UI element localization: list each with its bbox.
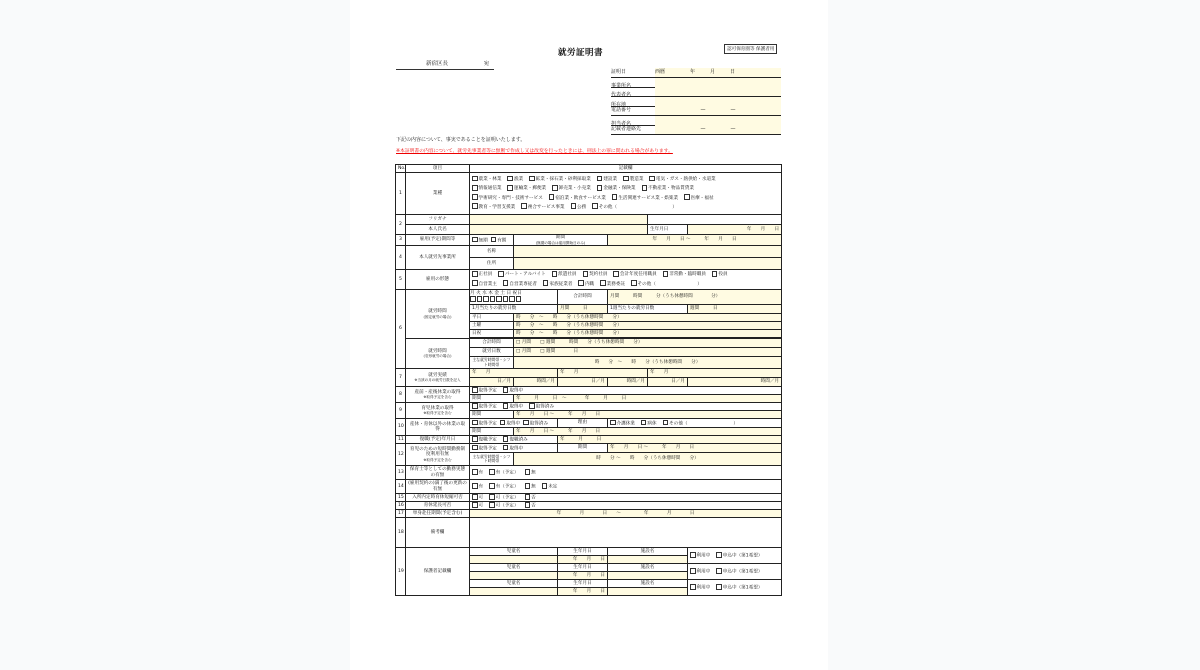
row-guardian-child-3: 児童名 生年月日 施設名 利用中 申込中（第1希望） [396,580,782,588]
address-row: 所在地 [611,97,781,107]
row-leave-extension: 16 育休延長可否 可 可（予定） 否 [396,502,782,510]
form-type-badge: 認可保育園等 保護者用 [724,44,777,54]
writer-contact-row: 記載者連絡先 — — [611,125,781,135]
row-employment-type: 5 雇用の形態 正社員 パート・アルバイト 派遣社員 契約社員 会計年度任用職員 非常勤・臨時職員 役員 自営業主 自営業専従者 家族従業者 内職 業務委託 その他（ ） [396,270,782,290]
row-childcare-leave: 9 育児休業の取得 ※取得予定を含む 取得予定 取得中 取得済み [396,403,782,411]
office-name-row: 事業所名 [611,78,781,88]
representative-row: 代表者名 [611,87,781,97]
person-in-charge-row: 担当者名 [611,116,781,126]
row-name: 本人氏名 生年月日 年 月 日 [396,225,782,235]
row-workplace-address: 住所 [396,258,782,270]
document-page [350,0,828,670]
addressee-suffix: 宛 [484,61,490,67]
row-workplace-name: 4 本人就労先事業所 名称 [396,246,782,258]
row-contract-renewal: 14 (雇用契約の)満了後の更新の有無 有 有（予定） 無 未定 [396,480,782,494]
row-solo-assignment: 17 単身赴任期間(予定含む) 年 月 日 〜 年 月 日 [396,510,782,518]
row-maternity-leave: 8 産前・産後休業の取得 ※取得予定を含む 取得予定 取得中 [396,387,782,395]
legal-warning: ※本証明書の内容について、就労先事業者等に無断で作成し又は改変を行ったときには、刑法上の罪に問われる場合があります。 [396,149,673,154]
row-furigana: 2 フリガナ [396,215,782,225]
document-title: 就労証明書 [558,48,604,58]
row-guardian-child-1: 19 保護者記載欄 児童名 生年月日 施設名 利用中 申込中（第1希望） [396,548,782,556]
row-fixed-hours-days: 6 就労時間 (固定就労の場合) 月 火 水 木 金 土 日 祝日 合計時間 月間 時間 分（うち休憩時間 分） [396,290,782,305]
workplace-name-input[interactable] [514,246,782,258]
col-header-entry: 記載欄 [470,165,782,173]
row-remarks: 18 備考欄 [396,518,782,548]
row-other-leave: 10 産休・育休以外の休業の取得 取得予定 取得中 取得済み 理由 介護休業 病休 その他（ ） [396,419,782,428]
addressee-underline [396,69,494,70]
row-nursery-staff: 13 保育士等としての勤務実態の有無 有 有（予定） 無 [396,466,782,480]
employment-period-input[interactable]: 年 月 日 〜 年 月 日 [608,235,782,246]
certify-date-row: 証明日 西暦 年 月 日 [611,68,781,78]
name-input[interactable] [470,225,648,235]
industry-options[interactable]: 農業・林業 漁業 鉱業・採石業・砂利採取業 建設業 製造業 電気・ガス・熱供給・水道業 情報通信業 運輸業・郵便業 卸売業・小売業 金融業・保険業 不動産業・物品賃貸業 学術研究・専門・技術サービス 宿泊業・飲食サービス業 生活関連サービス業・娯楽業 医療・福祉 教育・学習支援業 複合サービス事業 公務 その他（ ） [470,173,782,215]
row-employment-period: 3 雇用(予定)期間等 無期 有期 期間 (無期の場合は雇用開始日のみ) 年 月 日 〜 年 月 日 [396,235,782,246]
row-return-date: 11 復職(予定)年月日 復職予定 復職済み 年 月 日 [396,436,782,444]
row-short-hours: 12 育児のための短時間勤務制度利用有無 ※取得予定を含む 取得予定 取得中 期間 年 月 日 〜 年 月 日 [396,444,782,453]
employment-form-table: No. 項目 記載欄 1 業種 農業・林業 漁業 鉱業・採石業・砂利採取業 建設業 製造業 電気・ガス・熱供給・水道業 情報通信業 運輸業・郵便業 卸売業・小売業 金融業・保険業 不動産業・物品賃貸業 学術研究・専門・技術サービス 宿泊業・飲食サービス業 生活関連サービス業・娯楽業 医療・福祉 教育・学習支援業 複合サービス事業 公務 その他（ ） 2 フリガナ 本人氏名 生年月日 年 月 日 3 雇用(予定)期間等 無期 有期 期間 (無期の場合は雇用開始日のみ) 年 月 日 〜 年 月 日 4 本人就労先事業所 名称 住所 5 雇用の形態 正社員 パート・アルバイト 派遣社員 契約社員 会計年度任用職員 非常勤・臨時職員 役員 自営業主 自営業専従者 家族従業者 内職 業務委託 その他（ ） 6 就労時間 (固定就労の場合) 月 火 水 木 金 土 日 祝日 合計時間 月間 時間 分（うち休憩時間 分） 1月当たりの就労日数 月間 日 1週当たりの就労日数 週間 日 平日 時 分 〜 時 分（うち休憩時間 分） 土曜 時 分 〜 時 分（うち休憩時間 分） 日祝 時 分 〜 時 分（うち休憩時間 分） 就労時間 (変形就労の場合) 合計時間 □ 月間 □ 週間 時間 分（うち休憩時間 分） 就労日数 □ 月間 □ 週間 日 主な就労時間帯・シフト時間帯 時 分 〜 時 分（うち休憩時間 分） 7 就労実績 ※当該の月の就労日数を記入 年 月 年 月 年 月 日／月 時間／月 日／月 時間／月 日／月 時間／月 8 産前・産後休業の取得 ※取得予定を含む 取得予定 取得中 期間 年 月 日 〜 年 月 日 9 育児休業の取得 ※取得予定を含む 取得予定 取得中 取得済み 期間 年 月 日 〜 年 月 日 10 産休・育休以外の休業の取得 取得予定 取得中 取得済み 理由 介護休業 病休 その他（ ） 期間 年 月 日 〜 年 月 日 11 復職(予定)年月日 復職予定 復職済み 年 月 日 12 育児のための短時間勤務制度利用有無 ※取得予定を含む 取得予定 取得中 期間 年 月 日 〜 年 月 日 主な就労時間帯・シフト時間帯 時 分 〜 時 分（うち休憩時間 分） 13 保育士等としての勤務実態の有無 有 有（予定） 無 14 (雇用契約の)満了後の更新の有無 有 有（予定） 無 未定 15 入所内定時育休短縮可否 可 可（予定） 否 16 育休延長可否 可 可（予定） 否 17 単身赴任期間(予定含む) 年 月 日 〜 年 月 日 18 備考欄 19 保護者記載欄 児童名 生年月日 施設名 利用中 申込中（第1希望） 年 月 日 児童名 生年月日 施設名 利用中 申込中（第1希望） 年 月 日 児童名 生年月日 施設名 利用中 申込中（第1希望） 年 月 日 [395,164,782,596]
intro-text: 下記の内容について、事実であることを証明いたします。 [396,137,526,143]
col-header-no: No. [396,165,406,173]
addressee: 新宿区長 [426,61,449,67]
phone-row: 電話番号 — — [611,106,781,116]
row-work-record: 7 就労実績 ※当該の月の就労日数を記入 年 月 年 月 年 月 [396,369,782,378]
col-header-item: 項目 [406,165,470,173]
row-leave-shortening: 15 入所内定時育休短縮可否 可 可（予定） 否 [396,494,782,502]
workplace-address-input[interactable] [514,258,782,270]
row-guardian-child-2: 児童名 生年月日 施設名 利用中 申込中（第1希望） [396,564,782,572]
furigana-input[interactable] [470,215,648,225]
birthdate-input[interactable]: 年 月 日 [688,225,782,235]
row-industry: 1 業種 農業・林業 漁業 鉱業・採石業・砂利採取業 建設業 製造業 電気・ガス・熱供給・水道業 情報通信業 運輸業・郵便業 卸売業・小売業 金融業・保険業 不動産業・物品賃貸業 学術研究・専門・技術サービス 宿泊業・飲食サービス業 生活関連サービス業・娯楽業 医療・福祉 教育・学習支援業 複合サービス事業 公務 その他（ ） [396,173,782,215]
weekday-checkboxes[interactable]: 月 火 水 木 金 土 日 祝日 [470,290,558,305]
remarks-input[interactable] [470,518,782,548]
